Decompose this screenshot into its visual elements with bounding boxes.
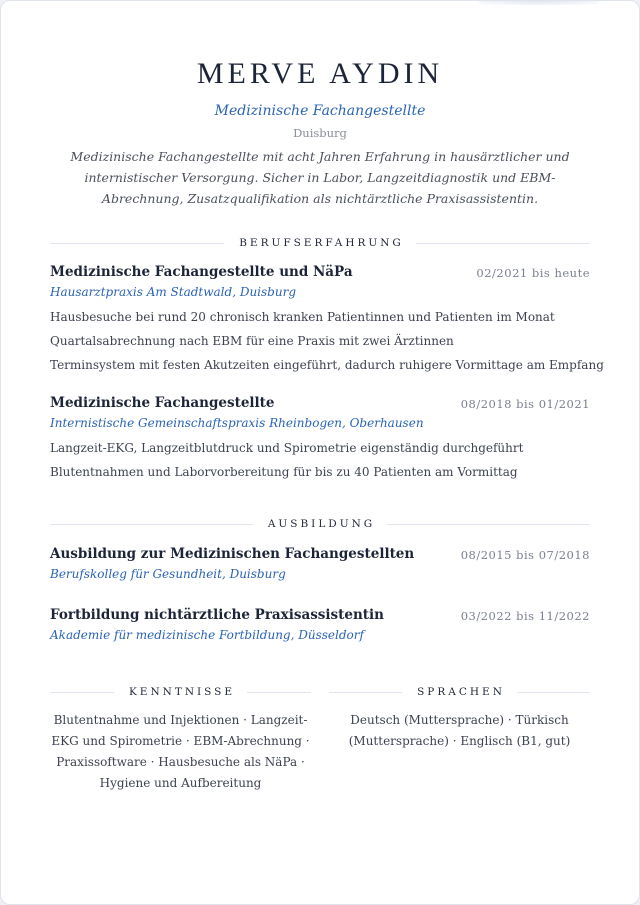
job-title: Medizinische Fachangestellte — [50, 395, 275, 411]
candidate-role: Medizinische Fachangestellte — [214, 103, 426, 119]
education-title: Fortbildung nichtärztliche Praxisassistentin — [50, 607, 384, 623]
page-edge-glow — [479, 0, 599, 5]
skills-list: Blutentnahme und Injektionen · Langzeit-EKG und Spirometrie · EBM-Abrechnung · Praxissoftware · Hausbesuche als NäPa · Hygiene und Aufbereitung — [51, 713, 310, 790]
divider — [50, 243, 224, 244]
job-date: 02/2021 bis heute — [476, 266, 590, 280]
job-entry — [50, 395, 590, 484]
job-bullets — [50, 436, 590, 484]
job-bullet: Terminsystem mit festen Akutzeiten eingeführt, dadurch ruhigere Vormittage am Empfang — [50, 358, 604, 372]
section-title: SPRACHEN — [417, 686, 505, 698]
education-title: Ausbildung zur Medizinischen Fachangestellten — [50, 546, 415, 562]
job-bullet: Langzeit-EKG, Langzeitblutdruck und Spirometrie eigenständig durchgeführt — [50, 441, 524, 455]
divider — [50, 524, 253, 525]
job-bullet: Quartalsabrechnung nach EBM für eine Praxis mit zwei Ärztinnen — [50, 334, 454, 348]
education-date: 08/2015 bis 07/2018 — [460, 548, 590, 562]
section-title: AUSBILDUNG — [267, 518, 376, 530]
divider — [247, 692, 311, 693]
languages-column — [329, 684, 590, 752]
job-entry — [50, 264, 604, 377]
education-entry — [50, 607, 590, 642]
education-institution: Akademie für medizinische Fortbildung, Düsseldorf — [50, 628, 364, 642]
section-title: BERUFSERFAHRUNG — [239, 237, 404, 249]
divider — [329, 692, 402, 693]
divider — [50, 692, 114, 693]
skills-column — [50, 684, 311, 794]
profile-summary: Medizinische Fachangestellte mit acht Jahren Erfahrung in hausärztlicher und internistischer Versorgung. Sicher in Labor, Langzeitdiagnostik und EBM-Abrechnung, Zusatzqualifikation als nichtärztliche Praxisassistentin. — [70, 149, 570, 206]
languages-list: Deutsch (Muttersprache) · Türkisch (Muttersprache) · Englisch (B1, gut) — [348, 713, 571, 748]
job-bullet: Blutentnahmen und Laborvorbereitung für bis zu 40 Patienten am Vormittag — [50, 465, 518, 479]
divider — [387, 524, 590, 525]
job-bullet: Hausbesuche bei rund 20 chronisch kranken Patientinnen und Patienten im Monat — [50, 310, 555, 324]
divider — [517, 692, 590, 693]
candidate-city: Duisburg — [293, 126, 347, 140]
job-date: 08/2018 bis 01/2021 — [460, 397, 590, 411]
education-date: 03/2022 bis 11/2022 — [460, 609, 590, 623]
section-heading-experience — [50, 235, 590, 251]
job-employer: Hausarztpraxis Am Stadtwald, Duisburg — [50, 285, 296, 299]
job-title: Medizinische Fachangestellte und NäPa — [50, 264, 353, 280]
candidate-name: MERVE AYDIN — [196, 57, 444, 90]
section-heading-education — [50, 516, 590, 532]
job-bullets — [50, 305, 604, 377]
section-heading-skills — [50, 684, 311, 700]
section-heading-languages — [329, 684, 590, 700]
job-employer: Internistische Gemeinschaftspraxis Rheinbogen, Oberhausen — [50, 416, 424, 430]
education-institution: Berufskolleg für Gesundheit, Duisburg — [50, 567, 286, 581]
section-title: KENNTNISSE — [128, 686, 236, 698]
education-entry — [50, 546, 590, 581]
divider — [416, 243, 590, 244]
